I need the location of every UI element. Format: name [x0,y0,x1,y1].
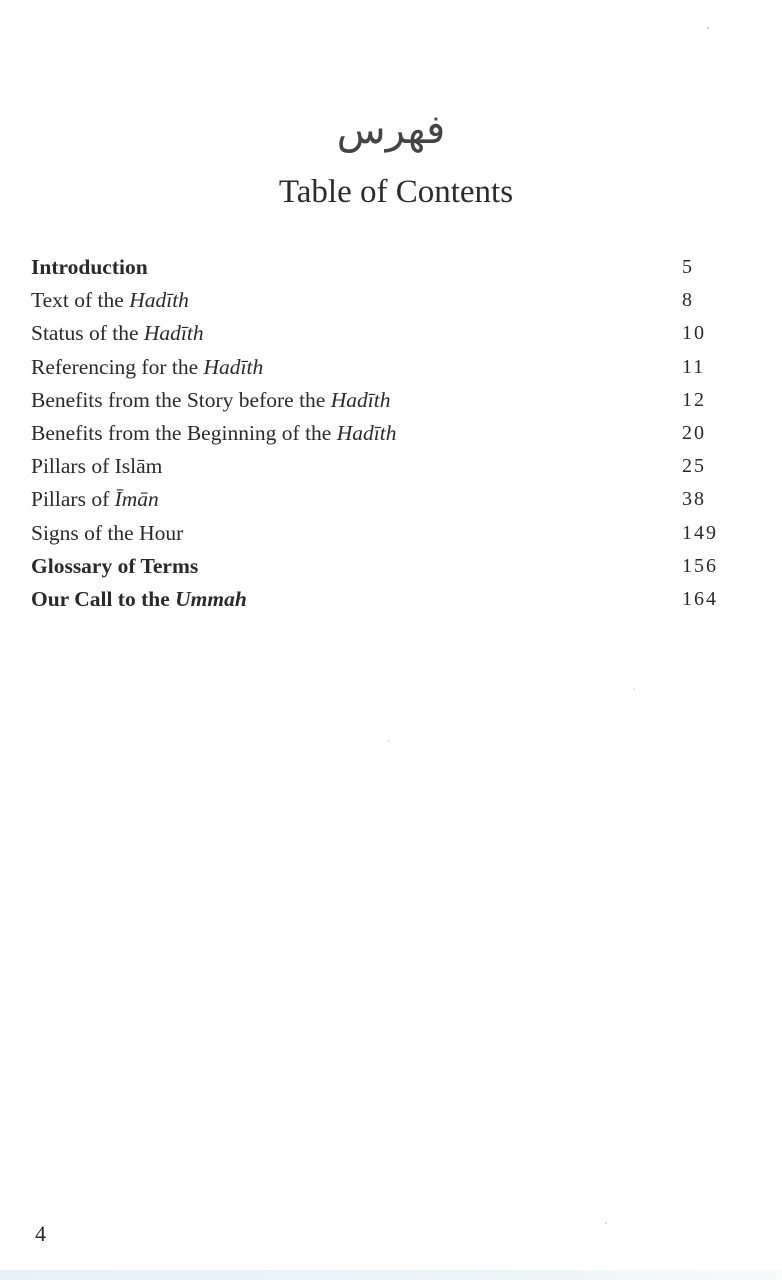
toc-entry-page: 149 [682,521,718,544]
toc-entry-page: 25 [682,455,706,478]
toc-entry-label: Glossary of Terms [31,553,199,578]
scan-edge [0,1270,782,1280]
table-of-contents [31,252,731,617]
toc-entry-label: Status of the Hadīth [31,321,204,346]
toc-entry-label: Pillars of Īmān [31,487,159,512]
toc-entry-page: 164 [682,587,718,610]
toc-entry-pillars-of-islam[interactable] [31,451,731,484]
toc-entry-call-to-ummah[interactable] [31,584,731,617]
page-number: 4 [35,1221,46,1246]
toc-entry-page: 20 [682,421,706,444]
toc-entry-text-of-hadith[interactable] [31,285,731,318]
toc-entry-referencing[interactable] [31,352,731,385]
toc-entry-page: 38 [682,488,706,511]
scan-speck [707,27,709,29]
toc-entry-page: 12 [682,388,706,411]
toc-entry-label: Benefits from the Beginning of the Hadīth [31,420,397,445]
toc-entry-benefits-story[interactable] [31,385,731,418]
toc-entry-label: Our Call to the Ummah [31,586,247,611]
toc-entry-page: 10 [682,322,706,345]
scan-speck [605,1222,607,1224]
toc-entry-status-of-hadith[interactable] [31,318,731,351]
toc-entry-pillars-of-iman[interactable] [31,484,731,517]
toc-entry-label: Text of the Hadīth [31,288,189,313]
toc-entry-label: Signs of the Hour [31,520,184,545]
page-title: Table of Contents [278,174,514,210]
scan-speck [633,688,635,690]
toc-entry-label: Introduction [31,255,148,279]
toc-entry-benefits-beginning[interactable] [31,418,731,451]
arabic-heading: فهرس [336,107,446,153]
toc-entry-page: 8 [682,289,694,312]
toc-entry-signs-of-the-hour[interactable] [31,518,731,551]
toc-entry-label: Benefits from the Story before the Hadīth [31,387,391,412]
toc-entry-label: Referencing for the Hadīth [31,354,264,379]
toc-entry-introduction[interactable] [31,252,731,285]
toc-entry-page: 11 [682,355,706,378]
toc-entry-label: Pillars of Islām [31,454,163,479]
toc-entry-glossary[interactable] [31,551,731,584]
toc-entry-page: 5 [682,256,694,278]
scan-speck [388,740,390,742]
toc-entry-page: 156 [682,554,718,577]
